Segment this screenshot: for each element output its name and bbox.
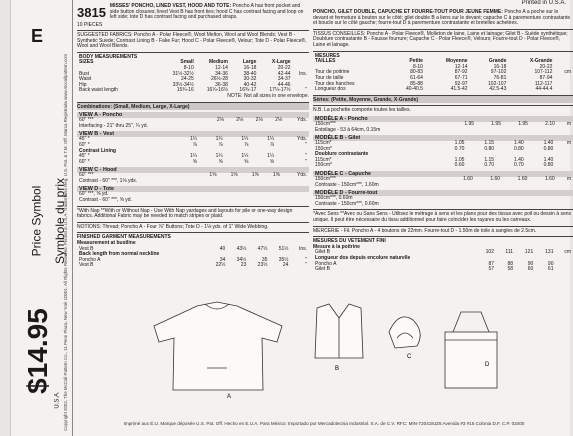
- footer: Imprimé aux É.U. Marque déposée U.S. Pat. Off. Hecho en E.U.A. Para México: Importado por Mercadotecnia Industrial. S.A. de C.V. RFC: MIN-720419JZ6 Avenida #3 #16 Colonia D.F. C.P. 03400: [123, 421, 525, 426]
- cell: [526, 202, 538, 208]
- cell: Interfacing - 21" thru 25", ¼ yd.: [79, 122, 148, 129]
- pattern-number: 3815: [77, 5, 106, 20]
- price: $14.95: [21, 308, 53, 394]
- cell: 60" *: [79, 141, 90, 148]
- view-title: VIEW C - Hood: [77, 167, 309, 173]
- cell: 42.5-43: [489, 86, 507, 93]
- cell: ⅞: [244, 141, 249, 148]
- bustline-label: Measurement at bustline: [77, 240, 136, 247]
- cell: [285, 198, 297, 204]
- cell: [514, 202, 526, 208]
- view-title: VIEW D - Tote: [77, 186, 309, 192]
- cell: 44-44.4: [535, 86, 553, 93]
- table-row: [77, 179, 309, 185]
- cell: [297, 198, 309, 204]
- cell: 0.70: [454, 145, 465, 152]
- suggested-fabrics: SUGGESTED FABRICS: Poncho A - Polar Fleece®, Wool Melton, Wool and Wool Blends; Vest B - Synthetic Suede; Contrast Lining B - Fake Fur; Hood C - Polar Fleece®, Velour; Tote D - Polar Fleece®, Wool and Wool Blends.: [77, 30, 309, 50]
- cell: 1⅝: [272, 172, 280, 179]
- cell: 60" ***: [79, 172, 94, 179]
- size-range: 8-10: [183, 64, 194, 71]
- cell: 41.5-42: [450, 86, 468, 93]
- cell: 40-42: [243, 81, 257, 88]
- english-column: [77, 4, 309, 269]
- cell: ⅝: [192, 158, 197, 165]
- cell: 40: [219, 245, 226, 252]
- table-row: [77, 198, 309, 204]
- cell: m: [566, 120, 571, 127]
- label-d: D: [485, 362, 490, 368]
- cell: Vest B: [79, 262, 94, 269]
- tissus: TISSUS CONSEILLÉS: Poncho A - Polar Fleece®, Molleton de laine, Laine et lainage; Gilet B - Suède synthétique; Doublure contrastante B - Fausse fourrure; Capuche C - Polar Fleece®, Velours; Fourre-tout D - Polar Fleece®, Laine et lainage.: [313, 29, 573, 49]
- body-title: BODY MEASUREMENTS: [79, 53, 138, 60]
- cell: 1¼: [267, 136, 275, 143]
- cell: 87-92: [454, 69, 468, 76]
- cell: [261, 198, 273, 204]
- cell: 35: [261, 256, 268, 263]
- spine-copyright: Copyright 2002, The McCall Pattern Co., 11 Penn Plaza, New York 10001. All Rights Reserved. Printed in U.S.A. Trademarks Reg. U.S. Pat. & T.M. Off. Marca Registrada www.mccallpattern.com: [63, 53, 68, 431]
- cell: 1.15: [484, 140, 495, 147]
- cell: [557, 128, 573, 134]
- cell: 1.60: [544, 176, 555, 183]
- cell: [561, 202, 573, 208]
- table-row: [313, 183, 573, 189]
- view-title: MODÈLE C - Capuche: [313, 171, 573, 177]
- cell: Hip: [79, 81, 87, 88]
- size-col: Small: [180, 59, 194, 66]
- cell: 30-32: [243, 76, 257, 83]
- cell: Poncho A: [79, 256, 101, 263]
- cell: [226, 124, 245, 130]
- size-range: 8-10: [412, 63, 423, 70]
- cell: Contrast - 60" ***, ⅝ yd.: [79, 197, 132, 204]
- tailles-label: TAILLES: [315, 58, 336, 65]
- cell: 57: [488, 266, 494, 273]
- poncho-drawing: [154, 302, 282, 390]
- right-views: [313, 116, 573, 208]
- cell: Entoilage - 53 à 64cm, 0.15m: [315, 126, 381, 133]
- table-row: [77, 160, 309, 166]
- price-block: [15, 305, 75, 425]
- cell: ⅝: [218, 158, 223, 165]
- cell: 40-40.5: [405, 86, 423, 93]
- cell: 1.95: [518, 120, 528, 127]
- cell: Back waist length: [79, 87, 118, 94]
- cell: 1¼: [241, 136, 249, 143]
- cell: cm: [564, 69, 571, 76]
- cell: Ins.: [298, 70, 307, 77]
- cell: 1.60: [463, 176, 473, 183]
- cell: 16¾-17: [239, 87, 257, 94]
- cell: Bust: [79, 70, 90, 77]
- cell: 150cm***, 0.60m: [315, 195, 353, 202]
- finished-title: FINISHED GARMENT MEASUREMENTS: [77, 234, 171, 241]
- size-range: 12-14: [215, 64, 228, 71]
- table-row: [77, 124, 309, 130]
- cell: 36-38: [215, 81, 228, 88]
- nap-note-en: *With Nap **With or Without Nap - Use With Nap yardages and layouts for pile or one-way design fabrics. Additional Fabric may be needed to match stripes or plaid.: [77, 206, 309, 220]
- finished-measurements-en: [77, 232, 309, 269]
- cell: 80-83: [410, 69, 423, 76]
- cell: 88: [507, 260, 514, 267]
- cell: [197, 179, 218, 185]
- hood-drawing: [389, 317, 420, 348]
- cell: ⅝: [244, 158, 249, 165]
- cell: 61-64: [410, 74, 423, 81]
- spine: [11, 0, 73, 436]
- cell: 97-102: [490, 69, 507, 76]
- cell: 26½-28: [210, 76, 228, 83]
- cell: [449, 128, 476, 134]
- cell: 1.40: [513, 140, 524, 147]
- size-range: 16-18: [243, 64, 257, 71]
- cell: 0.70: [484, 162, 495, 169]
- category-letter: E: [31, 26, 44, 46]
- cell: 1.40: [543, 156, 554, 163]
- vest-drawing: [315, 304, 363, 358]
- table-row: [313, 128, 573, 134]
- cell: 58: [507, 266, 514, 273]
- label-c: C: [407, 354, 412, 360]
- view-title: MODÈLE D - Fourre-tout: [313, 190, 573, 196]
- cell: 34: [219, 256, 226, 263]
- title-en: MISSES' PONCHO, LINED VEST, HOOD AND TOTE:: [109, 3, 232, 9]
- cell: 0.70: [513, 162, 524, 169]
- cell: 22½: [215, 262, 226, 269]
- table-row: [77, 263, 309, 269]
- cell: [502, 183, 529, 189]
- cell: 34-36: [215, 70, 228, 77]
- nap-note-fr: *Avec Sens **Avec ou Sans Sens - Utilisez le métrage à sens et les plans pour des tissus avec poil ou dessin à sens unique. Il peut être nécessaire du tissu additionnel pour faire coïncider les rayures ou les carreaux.: [313, 211, 572, 224]
- cell: Longueur dos depuis encolure naturelle: [315, 255, 411, 261]
- cell: 115cm*: [315, 140, 332, 147]
- cell: 51½: [278, 245, 289, 252]
- pattern-envelope: [10, 0, 570, 436]
- cell: 107-112: [534, 69, 553, 76]
- left-views: [77, 112, 309, 204]
- cell: 1.05: [454, 140, 465, 147]
- cell: 44-46: [277, 81, 291, 88]
- sizes-label: SIZES: [79, 59, 94, 66]
- cell: 38-40: [243, 70, 257, 77]
- cell: 92-97: [454, 80, 468, 87]
- cell: 90: [527, 260, 534, 267]
- table-row: [313, 163, 573, 169]
- cell: [476, 128, 503, 134]
- size-range: 20-22: [277, 64, 291, 71]
- cell: cm: [564, 249, 571, 256]
- cell: [503, 128, 530, 134]
- cell: 0.80: [543, 162, 554, 169]
- cell: [529, 183, 556, 189]
- cell: 35½: [278, 256, 289, 263]
- cell: 0.80: [543, 145, 554, 152]
- cell: ": [305, 141, 307, 148]
- cell: m: [566, 176, 571, 183]
- cell: Yds.: [296, 117, 307, 124]
- cell: 1.40: [543, 140, 554, 147]
- cell: 17¼-17½: [269, 87, 291, 94]
- cell: 111: [505, 249, 514, 256]
- cell: 131: [545, 249, 554, 256]
- cell: Gilet B: [315, 249, 331, 256]
- cell: 24: [282, 262, 289, 269]
- cell: [282, 179, 309, 185]
- cell: Vest B: [79, 245, 94, 252]
- cell: ⅝: [269, 158, 275, 165]
- cell: [284, 124, 309, 130]
- label-a: A: [227, 394, 232, 400]
- cell: 1⅝: [251, 172, 259, 179]
- view-title: VIEW B - Vest: [77, 131, 309, 137]
- mesures: [313, 51, 573, 93]
- tote-drawing: [445, 312, 497, 388]
- cell: [245, 124, 264, 130]
- cell: Doublure contrastante: [315, 151, 369, 158]
- cell: 1¼: [215, 153, 223, 160]
- cell: 45" *: [79, 153, 90, 160]
- price-country: U.S.A.: [54, 391, 61, 409]
- size-range: 16-18: [493, 63, 507, 70]
- cell: 1¼: [267, 153, 275, 160]
- cell: 0.80: [513, 145, 524, 152]
- cell: 1¼: [189, 136, 197, 143]
- cell: 60: [527, 266, 534, 273]
- cell: [537, 202, 549, 208]
- cell: Contrast Lining: [79, 147, 116, 154]
- body-measurements: [77, 52, 309, 100]
- pieces: 10 PIECES: [77, 22, 103, 28]
- cell: 61: [547, 266, 554, 273]
- cell: ⅞: [218, 141, 223, 148]
- cell: Contraste - 150cm***, 0.60m: [315, 200, 379, 207]
- garment-illustrations: [77, 298, 571, 403]
- cell: 60" ***, ⅝ yd.: [79, 191, 109, 198]
- cell: 121: [524, 249, 534, 256]
- cell: 1.15: [484, 156, 495, 163]
- view-title: VIEW A - Poncho: [77, 112, 309, 118]
- cell: 2⅛: [216, 117, 224, 124]
- cell: 2⅛: [236, 117, 244, 124]
- cell: 1⅝: [230, 172, 238, 179]
- size-range: 12-14: [454, 63, 468, 70]
- cell: [218, 179, 239, 185]
- cell: 42-44: [277, 70, 291, 77]
- size-col: Large: [242, 59, 257, 66]
- french-column: [313, 4, 573, 273]
- cell: 1.60: [517, 176, 528, 183]
- cell: ": [305, 262, 307, 269]
- cell: 150cm*: [315, 162, 332, 169]
- cell: 90: [547, 260, 554, 267]
- cell: Back length from normal neckline: [79, 251, 160, 258]
- cell: 1¼: [241, 153, 249, 160]
- bustline-label: Mesure à la poitrine: [313, 243, 360, 250]
- nb: N.B. La pochette comporte toutes les tailles.: [313, 105, 573, 114]
- cell: 150cm***: [315, 176, 336, 183]
- cell: 23½: [257, 262, 268, 269]
- cell: [273, 198, 285, 204]
- cell: ⅞: [192, 141, 197, 148]
- cell: Waist: [79, 76, 92, 83]
- size-col: Medium: [209, 59, 228, 66]
- cell: 45" *: [79, 136, 90, 143]
- cell: 1.60: [490, 176, 501, 183]
- cell: 31½-32½: [172, 70, 194, 77]
- view-title: MODÈLE B - Gilet: [313, 135, 573, 141]
- printed-in: Printed in U.S.A.: [521, 0, 566, 6]
- price-symbol-label: Price Symbol: [29, 185, 44, 257]
- cell: [530, 128, 557, 134]
- cell: 60" *: [79, 158, 90, 165]
- cell: ": [305, 87, 307, 94]
- cell: 102-107: [488, 80, 507, 87]
- note-sizes: NOTE: Not all sizes in one envelope.: [227, 92, 309, 99]
- cell: Gilet B: [315, 266, 331, 273]
- cell: 150cm*: [315, 145, 332, 152]
- table-row: [313, 267, 573, 273]
- cell: 2.10: [545, 120, 555, 127]
- cell: [448, 183, 475, 189]
- cell: 1.05: [454, 156, 465, 163]
- cell: Tour de taille: [315, 74, 344, 81]
- title-fr: PONCHO, GILET DOUBLE, CAPUCHE ET FOURRE-TOUT POUR JEUNE FEMME:: [313, 9, 503, 15]
- cell: 0.60: [454, 162, 465, 169]
- cell: [240, 179, 261, 185]
- cell: 115cm*: [315, 156, 332, 163]
- cell: Yds.: [296, 136, 307, 143]
- description-en: Poncho A has front pocket and side button closures; lined Vest B has front ties; hood C has contrast facing and loop on left side; tote D has contrast facing and purchased straps.: [109, 3, 304, 21]
- cell: [261, 179, 282, 185]
- cell: 34½: [236, 256, 247, 263]
- cell: [206, 124, 225, 130]
- cell: 0.80: [484, 145, 495, 152]
- cell: 76-81: [493, 74, 507, 81]
- cell: 1¼: [215, 136, 223, 143]
- symbole-label: Symbole du prix: [53, 177, 68, 265]
- mesures-title: MESURES: [315, 52, 340, 59]
- table-row: [313, 202, 573, 208]
- cell: Contraste - 150cm***, 1.60m: [315, 181, 379, 188]
- cell: 67-71: [454, 74, 468, 81]
- cell: 47½: [257, 245, 268, 252]
- cell: Longueur dos: [315, 86, 346, 93]
- cell: 34-37: [277, 76, 291, 83]
- cell: Poncho A: [315, 260, 337, 267]
- cell: 23: [240, 262, 247, 269]
- cell: 87-94: [539, 74, 553, 81]
- cell: [249, 198, 261, 204]
- cell: 33½-34½: [172, 81, 194, 88]
- size-col: Petite: [409, 58, 423, 65]
- cell: 43½: [236, 245, 247, 252]
- cell: ": [305, 153, 307, 160]
- cell: Tour de poitrine: [315, 69, 350, 76]
- cell: 85-88: [410, 80, 423, 87]
- cell: 1¼: [189, 153, 197, 160]
- cell: 15¾-16: [176, 87, 194, 94]
- cell: ⅞: [269, 141, 275, 148]
- cell: 60" ***: [79, 117, 94, 124]
- finished-measurements-fr: [313, 236, 573, 273]
- cell: [265, 124, 284, 130]
- cell: [555, 267, 573, 273]
- cell: [554, 87, 573, 93]
- size-col: X-Large: [271, 59, 291, 66]
- cell: 1.95: [491, 120, 501, 127]
- cell: [555, 163, 573, 169]
- finished-title: MESURES DU VETEMENT FINI: [313, 238, 386, 245]
- cell: m: [566, 140, 571, 147]
- size-col: X-Grande: [529, 58, 553, 65]
- combinations: Combinations: (Small, Medium, Large, X-Large): [77, 102, 309, 111]
- view-title: MODÈLE A - Poncho: [313, 116, 573, 122]
- size-col: Grande: [488, 58, 507, 65]
- size-col: Moyenne: [445, 58, 468, 65]
- mercerie: MERCERIE - Fil. Poncho A - 4 boutons de 22mm. Fourre-tout D - 1.50m de toile à sangles de 2.5cm.: [313, 226, 573, 235]
- description-fr: Poncho A a poche sur le devant et fermeture à bouton sur le côté; gilet double B a liens sur le devant; capuche C à parementure contrastante et boucle sur le côté gauche; fourre-tout D à parementure contrastante et bretelles achetées.: [313, 9, 571, 27]
- cell: [475, 183, 502, 189]
- cell: 102: [485, 249, 494, 256]
- table-row: [313, 87, 573, 93]
- cell: 16¼-16½: [206, 87, 228, 94]
- cell: Contrast - 60" ***, 1⅛ yds.: [79, 177, 138, 184]
- series: Séries: (Petite, Moyenne, Grande, X-Grande): [313, 95, 573, 104]
- cell: ": [305, 158, 307, 165]
- cell: 1⅝: [209, 172, 217, 179]
- size-range: 20-22: [539, 63, 553, 70]
- cell: 112-117: [534, 80, 553, 87]
- cell: Yds.: [296, 172, 307, 179]
- cell: 2⅛: [255, 117, 263, 124]
- cell: ": [305, 256, 307, 263]
- cell: Ins.: [298, 245, 307, 252]
- cell: 24-25: [180, 76, 194, 83]
- cell: 1.95: [464, 120, 475, 127]
- cell: 2⅛: [275, 117, 283, 124]
- cell: [557, 183, 573, 189]
- cell: 1.40: [513, 156, 524, 163]
- label-b: B: [335, 366, 340, 372]
- notions: NOTIONS: Thread; Poncho A - Four ⅞" Buttons; Tote D - 1⅛ yds. of 1" Wide Webbing.: [77, 222, 309, 231]
- cell: [549, 202, 561, 208]
- cell: 87: [488, 260, 494, 267]
- cell: Tour des hanches: [315, 80, 355, 87]
- cell: 150cm***: [315, 120, 336, 127]
